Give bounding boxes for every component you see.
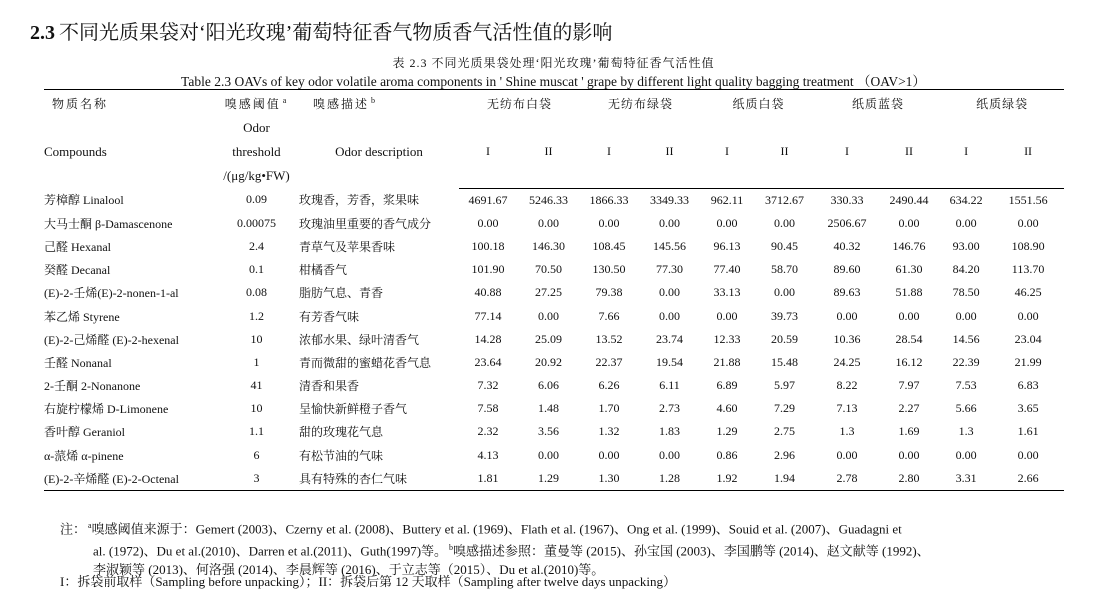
- odor-threshold: 1.2: [249, 308, 264, 323]
- odor-threshold: 3: [214, 467, 299, 491]
- oav-value: 15.48: [771, 354, 799, 369]
- oav-value: 78.50: [952, 285, 980, 300]
- oav-value: 4.60: [716, 401, 738, 416]
- note-b-text-cont: 李淑颖等 (2013)、何洛强 (2014)、李晨辉等 (2016)、于立志等（2015）、Du et al.(2010)等。: [93, 561, 605, 577]
- odor-threshold: 2.4: [249, 238, 264, 253]
- odor-description: 甜的玫瑰花气息: [299, 425, 384, 440]
- header-bag-paper-green: 纸质绿袋: [976, 96, 1029, 111]
- oav-value: 21.88: [713, 354, 741, 369]
- odor-description: 浓郁水果、绿叶清香气: [299, 332, 420, 347]
- oav-value: 2506.67: [827, 215, 867, 230]
- odor-description: 玫瑰香，芳香，浆果味: [299, 193, 420, 208]
- oav-value: 14.28: [474, 331, 502, 346]
- oav-value: 20.92: [535, 354, 562, 369]
- table-row: [44, 351, 1064, 374]
- table-row: [44, 188, 1064, 212]
- oav-value: 7.66: [598, 308, 620, 323]
- oav-value: 25.09: [535, 331, 562, 346]
- table-row: [44, 444, 1064, 467]
- oav-value: 93.00: [952, 238, 980, 253]
- oav-value: 7.58: [477, 401, 499, 416]
- oav-value: 0.00: [598, 447, 620, 462]
- oav-value: 0.00: [477, 215, 499, 230]
- header-sub-ii: II: [992, 116, 1064, 188]
- oav-value: 1551.56: [1008, 192, 1048, 207]
- oav-value: 2.80: [878, 467, 940, 491]
- oav-value: 10.36: [833, 331, 861, 346]
- oav-value: 6.06: [538, 378, 559, 393]
- oav-value: 6.26: [598, 378, 620, 393]
- compound-name: 2-壬酮 2-Nonanone: [44, 379, 141, 394]
- oav-value: 19.54: [656, 354, 684, 369]
- oav-value: 146.76: [892, 238, 926, 253]
- compound-name: 香叶醇 Geraniol: [44, 425, 125, 440]
- oav-value: 4691.67: [468, 192, 508, 207]
- oav-value: 3.31: [940, 467, 992, 491]
- header-sub-ii: II: [878, 116, 940, 188]
- oav-value: 27.25: [535, 285, 562, 300]
- compound-name: 芳樟醇 Linalool: [44, 193, 124, 208]
- oav-value: 89.60: [833, 262, 861, 277]
- oav-value: 1866.33: [589, 192, 629, 207]
- oav-value: 77.40: [713, 262, 741, 277]
- compound-name: 大马士酮 β-Damascenone: [44, 216, 173, 231]
- oav-value: 0.00: [659, 447, 681, 462]
- oav-value: 1.94: [753, 467, 816, 491]
- oav-value: 46.25: [1014, 285, 1042, 300]
- oav-value: 146.30: [532, 238, 565, 253]
- oav-value: 0.00: [659, 215, 681, 230]
- oav-value: 61.30: [895, 262, 923, 277]
- oav-value: 1.81: [459, 467, 517, 491]
- oav-value: 79.38: [595, 285, 623, 300]
- header-sub-i: I: [816, 116, 878, 188]
- odor-description: 柑橘香气: [299, 263, 348, 278]
- odor-description: 玫瑰油里重要的香气成分: [299, 216, 432, 231]
- oav-value: 3349.33: [650, 192, 690, 207]
- oav-value: 51.88: [895, 285, 923, 300]
- oav-value: 28.54: [895, 331, 923, 346]
- oav-value: 5.66: [955, 401, 977, 416]
- odor-description: 清香和果香: [299, 379, 360, 394]
- odor-threshold: 0.00075: [237, 215, 276, 230]
- oav-value: 6.89: [716, 378, 738, 393]
- oav-value: 2.96: [774, 447, 796, 462]
- table-row: [44, 467, 1064, 491]
- oav-value: 33.13: [713, 285, 741, 300]
- oav-value: 90.45: [771, 238, 799, 253]
- table-row: [44, 235, 1064, 258]
- oav-value: 0.00: [955, 308, 977, 323]
- sampling-legend: I：拆袋前取样（Sampling before unpacking）；II：拆袋后第 12 天取样（Sampling after twelve days unpacking）: [60, 574, 676, 589]
- odor-threshold: 1: [253, 354, 260, 369]
- header-sub-ii: II: [753, 116, 816, 188]
- oav-value: 7.53: [955, 378, 977, 393]
- oav-value: 1.32: [598, 424, 620, 439]
- header-sub-ii: II: [517, 116, 580, 188]
- oav-value: 23.04: [1014, 331, 1042, 346]
- oav-value: 330.33: [830, 192, 864, 207]
- compound-name: 壬醛 Nonanal: [44, 355, 112, 370]
- notes-prefix: 注：: [60, 521, 87, 537]
- oav-value: 16.12: [895, 354, 923, 369]
- oav-value: 77.30: [656, 262, 684, 277]
- oav-value: 6.11: [659, 378, 680, 393]
- compound-name: (E)-2-壬烯(E)-2-nonen-1-al: [44, 286, 179, 301]
- oav-value: 3712.67: [765, 192, 805, 207]
- oav-value: 2.27: [898, 401, 920, 416]
- oav-value: 1.28: [638, 467, 701, 491]
- header-sub-i: I: [459, 116, 517, 188]
- oav-value: 3.56: [538, 424, 559, 439]
- section-title: 不同光质果袋对‘阳光玫瑰’葡萄特征香气物质香气活性值的影响: [59, 22, 613, 44]
- odor-description: 脂肪气息、青香: [299, 286, 384, 301]
- odor-threshold: 6: [253, 447, 260, 462]
- odor-threshold: 10: [250, 401, 263, 416]
- header-desc-en: Odor description: [335, 144, 423, 159]
- oav-value: 22.39: [952, 354, 980, 369]
- oav-value: 1.70: [598, 401, 620, 416]
- oav-value: 1.83: [659, 424, 681, 439]
- oav-value: 1.3: [958, 424, 974, 439]
- table-row: [44, 328, 1064, 351]
- header-bag-paper-white: 纸质白袋: [732, 96, 785, 111]
- table-row: [44, 420, 1064, 443]
- header-sub-i: I: [701, 116, 753, 188]
- header-sub-ii: II: [638, 116, 701, 188]
- footnote-b-marker: b: [371, 95, 378, 105]
- header-bag-nonwoven-white: 无纺布白袋: [487, 96, 553, 111]
- oav-value: 0.00: [716, 215, 738, 230]
- oav-value: 89.63: [833, 285, 861, 300]
- table-row: [44, 304, 1064, 327]
- oav-value: 0.00: [836, 447, 858, 462]
- odor-description: 呈愉快新鲜橙子香气: [299, 402, 408, 417]
- oav-value: 0.00: [955, 215, 977, 230]
- oav-value: 0.00: [774, 215, 796, 230]
- section-heading: [30, 16, 612, 45]
- odor-description: 青而微甜的蜜蜡花香气息: [299, 355, 432, 370]
- header-threshold-cn: 嗅感阈值 $^a$: [224, 95, 289, 111]
- oav-value: 58.70: [771, 262, 799, 277]
- odor-description: 青草气及苹果香味: [299, 239, 396, 254]
- odor-description: 有芳香气味: [299, 309, 360, 324]
- oav-value: 2.32: [477, 424, 499, 439]
- oav-value: 0.00: [1017, 308, 1039, 323]
- compound-name: α-蒎烯 α-pinene: [44, 448, 124, 463]
- oav-value: 0.00: [836, 308, 858, 323]
- oav-value: 0.00: [898, 447, 920, 462]
- oav-value: 14.56: [952, 331, 980, 346]
- odor-threshold: 0.08: [246, 285, 267, 300]
- oav-value: 0.00: [1017, 215, 1039, 230]
- oav-value: 84.20: [952, 262, 980, 277]
- odor-threshold: 0.1: [249, 262, 264, 277]
- oav-value: 634.22: [949, 192, 983, 207]
- oav-value: 7.97: [898, 378, 920, 393]
- header-sub-i: I: [940, 116, 992, 188]
- oav-value: 2.75: [774, 424, 796, 439]
- oav-value: 0.00: [538, 215, 559, 230]
- note-a-text: 嗅感阈值来源于：Gemert (2003)、Czerny et al. (2008)、Buttery et al. (1969)、Flath et al. (1967)、Ong et al. (1999)、Souid et al. (2007)、Guadagni et: [91, 521, 902, 537]
- oav-value: 0.00: [659, 285, 681, 300]
- oav-value: 96.13: [713, 238, 741, 253]
- compound-name: (E)-2-己烯醛 (E)-2-hexenal: [44, 332, 179, 347]
- table-row: [44, 397, 1064, 420]
- compound-name: 己醛 Hexanal: [44, 239, 111, 254]
- section-number: 2.3: [30, 22, 55, 44]
- oav-value: 12.33: [713, 331, 741, 346]
- oav-value: 22.37: [595, 354, 623, 369]
- oav-value: 1.69: [898, 424, 920, 439]
- oav-value: 7.32: [477, 378, 499, 393]
- header-sub-i: I: [580, 116, 638, 188]
- oav-value: 5246.33: [529, 192, 568, 207]
- oav-value: 23.74: [656, 331, 684, 346]
- oav-value: 130.50: [592, 262, 626, 277]
- oav-value: 113.70: [1011, 262, 1045, 277]
- header-bag-paper-blue: 纸质蓝袋: [852, 96, 905, 111]
- header-threshold-en: Odor threshold /(μg/kg•FW): [223, 120, 290, 183]
- header-name-cn: 物质名称: [52, 96, 109, 111]
- oav-value: 2.78: [816, 467, 878, 491]
- header-row-cn: [44, 90, 1064, 117]
- compound-name: 苯乙烯 Styrene: [44, 309, 120, 324]
- oav-value: 7.13: [836, 401, 858, 416]
- note-a-text-cont: al. (1972)、Du et al.(2010)、Darren et al.(2011)、Guth(1997)等。: [93, 543, 448, 559]
- oav-value: 3.65: [1017, 401, 1039, 416]
- compound-name: (E)-2-辛烯醛 (E)-2-Octenal: [44, 467, 214, 491]
- oav-value: 145.56: [653, 238, 687, 253]
- oav-table: [44, 89, 1064, 491]
- oav-value: 5.97: [774, 378, 796, 393]
- oav-value: 0.00: [538, 447, 559, 462]
- oav-value: 0.00: [955, 447, 977, 462]
- oav-value: 108.45: [592, 238, 626, 253]
- oav-value: 0.00: [898, 308, 920, 323]
- oav-value: 0.00: [716, 308, 738, 323]
- oav-value: 0.00: [659, 308, 681, 323]
- table-notes: [60, 517, 1075, 579]
- oav-value: 20.59: [771, 331, 799, 346]
- oav-value: 0.86: [716, 447, 738, 462]
- compound-name: 癸醛 Decanal: [44, 263, 111, 278]
- note-b-text: 嗅感描述参照：董曼等 (2015)、孙宝国 (2003)、李国鹏等 (2014)、赵文献等 (1992)、: [453, 543, 930, 559]
- oav-value: 21.99: [1014, 354, 1042, 369]
- oav-value: 0.00: [538, 308, 559, 323]
- compound-name: 右旋柠檬烯 D-Limonene: [44, 402, 169, 417]
- odor-description: 具有特殊的杏仁气味: [299, 467, 459, 491]
- oav-value: 4.13: [477, 447, 499, 462]
- odor-threshold: 1.1: [249, 424, 264, 439]
- oav-value: 77.14: [474, 308, 502, 323]
- oav-value: 0.00: [598, 215, 620, 230]
- oav-value: 0.00: [898, 215, 920, 230]
- note-a-marker: a: [88, 521, 92, 530]
- oav-value: 8.22: [836, 378, 858, 393]
- oav-value: 2490.44: [889, 192, 929, 207]
- table-row: [44, 374, 1064, 397]
- oav-value: 962.11: [710, 192, 744, 207]
- oav-value: 1.61: [1017, 424, 1039, 439]
- table-row: [44, 258, 1064, 281]
- oav-value: 13.52: [595, 331, 623, 346]
- table-row: [44, 212, 1064, 235]
- oav-value: 23.64: [474, 354, 502, 369]
- odor-description: 有松节油的气味: [299, 448, 384, 463]
- oav-value: 7.29: [774, 401, 796, 416]
- oav-value: 2.73: [659, 401, 681, 416]
- oav-value: 100.18: [471, 238, 505, 253]
- odor-threshold: 10: [250, 331, 263, 346]
- oav-value: 0.00: [1017, 447, 1039, 462]
- oav-value: 0.00: [774, 285, 796, 300]
- odor-threshold: 41: [250, 378, 263, 393]
- oav-value: 70.50: [535, 262, 562, 277]
- table-body: [44, 188, 1064, 490]
- oav-value: 1.29: [517, 467, 580, 491]
- footnote-a-marker: a: [282, 95, 289, 105]
- note-b-marker: b: [449, 542, 454, 552]
- oav-value: 24.25: [833, 354, 861, 369]
- oav-value: 108.90: [1011, 238, 1045, 253]
- oav-value: 1.29: [716, 424, 738, 439]
- oav-value: 101.90: [471, 262, 505, 277]
- header-bag-nonwoven-green: 无纺布绿袋: [608, 96, 674, 111]
- oav-value: 6.83: [1017, 378, 1039, 393]
- oav-value: 40.32: [833, 238, 861, 253]
- table-caption-cn: 表 2.3 不同光质果袋处理‘阳光玫瑰’葡萄特征香气活性值: [392, 56, 715, 70]
- table-row: [44, 281, 1064, 304]
- oav-value: 40.88: [474, 285, 502, 300]
- header-compounds-en: Compounds: [44, 144, 107, 159]
- oav-value: 1.92: [701, 467, 753, 491]
- oav-value: 1.30: [580, 467, 638, 491]
- oav-value: 2.66: [992, 467, 1064, 491]
- oav-value: 1.48: [538, 401, 559, 416]
- odor-threshold: 0.09: [246, 192, 267, 207]
- header-desc-cn: 嗅感描述 $^b$: [313, 95, 378, 111]
- table-caption-en: Table 2.3 OAVs of key odor volatile aroma components in ' Shine muscat ' grape by different light quality bagging treatment （OAV>1）: [181, 74, 926, 89]
- oav-value: 39.73: [771, 308, 799, 323]
- oav-value: 1.3: [839, 424, 855, 439]
